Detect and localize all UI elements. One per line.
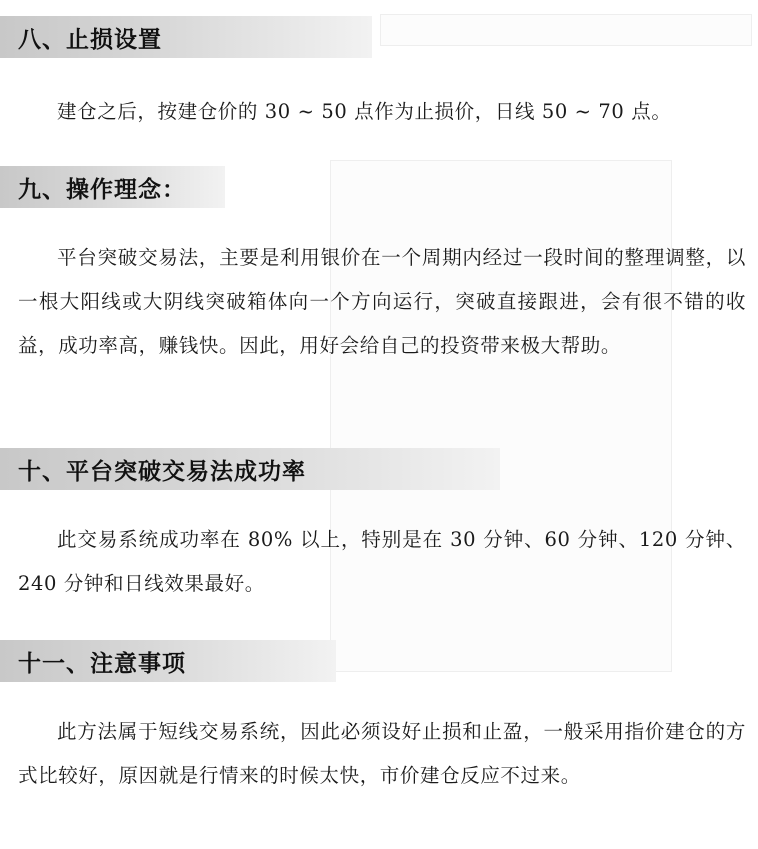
section-9-heading-bar [0,166,225,208]
section-11-body: 此方法属于短线交易系统，因此必须设好止损和止盈，一般采用指价建仓的方式比较好，原因就是行情来的时候太快，市价建仓反应不过来。 [18,720,746,787]
section-8-body: 建仓之后，按建仓价的 30 ~ 50 点作为止损价，日线 50 ~ 70 点。 [57,100,672,123]
section-11-heading: 十一、注意事项 [18,650,186,677]
bleed-through-strip [380,14,752,46]
section-9-body: 平台突破交易法，主要是利用银价在一个周期内经过一段时间的整理调整，以一根大阳线或大阴线突破箱体向一个方向运行，突破直接跟进，会有很不错的收益，成功率高，赚钱快。因此，用好会给自己的投资带来极大帮助。 [18,246,746,357]
section-10-heading-bar [0,448,500,490]
section-9-heading: 九、操作理念： [18,176,186,203]
section-10-heading: 十、平台突破交易法成功率 [18,458,306,485]
section-10-body: 此交易系统成功率在 80% 以上，特别是在 30 分钟、60 分钟、120 分钟、240 分钟和日线效果最好。 [18,528,746,595]
section-8-heading-bar [0,16,372,58]
section-11-heading-bar [0,640,336,682]
section-8-heading: 八、止损设置 [18,26,162,53]
